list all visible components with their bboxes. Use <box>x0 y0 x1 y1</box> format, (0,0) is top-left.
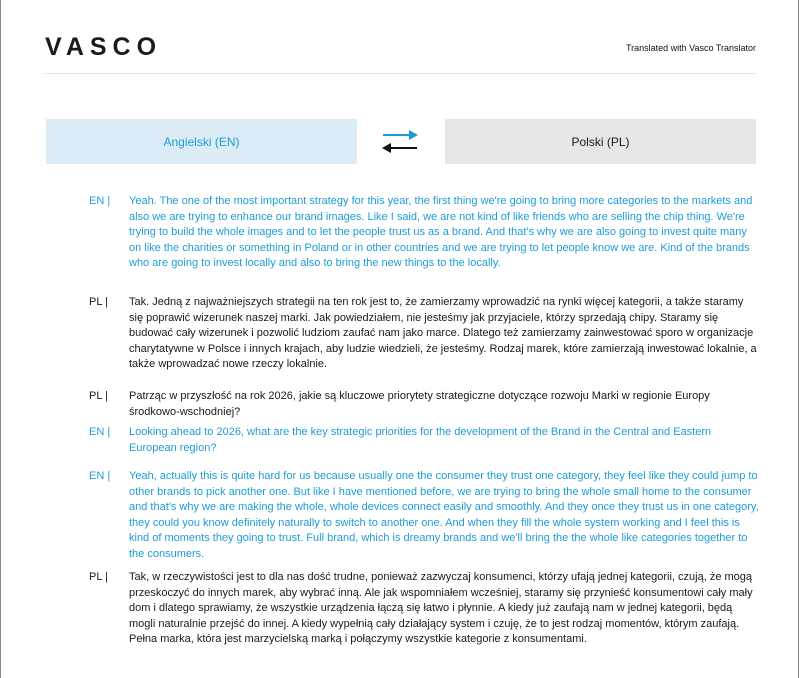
page-edge-left <box>0 0 1 678</box>
swap-arrows-icon[interactable] <box>380 127 420 155</box>
source-language-box[interactable] <box>46 119 357 164</box>
segment-text: Tak. Jedną z najważniejszych strategii na ten rok jest to, że zamierzamy wprowadzić na rynki więcej kategorii, a także staramy się poprawić wizerunek naszej marki. Jak powiedziałem, nie jesteśmy jak przyjaciele, którzy sprzedają chipy. Staramy się budować cały wizerunek i pozwolić ludziom zaufać nam jako marce. Dlatego też zamierzamy zainwestować sporo w organizacje charytatywne w Polsce i innych krajach, aby ludzie wiedzieli, że jesteśmy. Rodzaj marek, które zamierzają inwestować lokalnie, a także wprowadzać nowe rzeczy lokalnie. <box>129 296 757 371</box>
segment-text: Looking ahead to 2026, what are the key strategic priorities for the development of the Brand in the Central and Eastern European region? <box>129 426 712 454</box>
source-language-label: Angielski (EN) <box>163 134 240 149</box>
segment-tag: EN | <box>89 470 111 482</box>
segment-tag: PL | <box>89 296 108 308</box>
segment-pl-1 <box>89 295 759 373</box>
vasco-logo: VASCO <box>45 33 163 61</box>
segment-en-2 <box>89 425 759 456</box>
target-language-box[interactable] <box>445 119 756 164</box>
header-divider <box>45 73 756 74</box>
segment-tag: EN | <box>89 426 111 438</box>
segment-text: Patrząc w przyszłość na rok 2026, jakie są kluczowe priorytety strategiczne dotyczące rozwoju Marki w regionie Europy środkowo-wschodniej? <box>129 390 710 418</box>
segment-tag: PL | <box>89 390 108 402</box>
segment-text: Yeah. The one of the most important strategy for this year, the first thing we're going to bring more categories to the markets and also we are trying to enhance our brand images. Like I said, we are not kind of like friends who are selling the chip thing. We're trying to build the whole images and to let the people trust us as a brand. And that's why we are also going to invest quite many on like the charities or something in Poland or in other countries and we are trying to let people know we are. Kind of the brands who are going to invest locally and also to bring the new things to the locally. <box>129 195 753 270</box>
segment-tag: PL | <box>89 571 108 583</box>
segment-pl-2 <box>89 389 759 420</box>
segment-text: Yeah, actually this is quite hard for us because usually one the consumer they trust one category, they feel like they could jump to other brands to pick another one. But like I have mentioned before, we are trying to bring the whole small home to the consumer and that's why we are making the whole, whole devices connect easily and smoothly. And they once they trust us in one category, they could you know definitely naturally to switch to another one. And when they fill the whole system working and I feel this is kind of moments they going to trust. Full brand, which is dreamy brands and we'll bring the the whole like categories together to the consumers. <box>129 470 759 560</box>
translated-with-note: Translated with Vasco Translator <box>625 43 756 53</box>
target-language-label: Polski (PL) <box>571 134 630 149</box>
segment-en-3 <box>89 469 759 563</box>
segment-tag: EN | <box>89 195 111 207</box>
segment-text: Tak, w rzeczywistości jest to dla nas dość trudne, ponieważ zazwyczaj konsumenci, którzy ufają jednej kategorii, czują, że mogą przeskoczyć do innych marek, aby wybrać inną. Ale jak wspomniałem wcześniej, staramy się przynieść konsumentowi cały mały dom i dlatego sprawiamy, że wszystkie urządzenia łączą się łatwo i płynnie. A kiedy już zaufają nam w jednej kategorii, będą mogli naturalnie przejść do innej. A kiedy wypełnią cały działający system i czuję, że to jest rodzaj momentów, którym zaufają. Pełna marka, która jest marzycielską marką i połączymy wszystkie kategorie z konsumentami. <box>129 571 753 646</box>
segment-en-1 <box>89 194 759 272</box>
segment-pl-3 <box>89 570 759 648</box>
